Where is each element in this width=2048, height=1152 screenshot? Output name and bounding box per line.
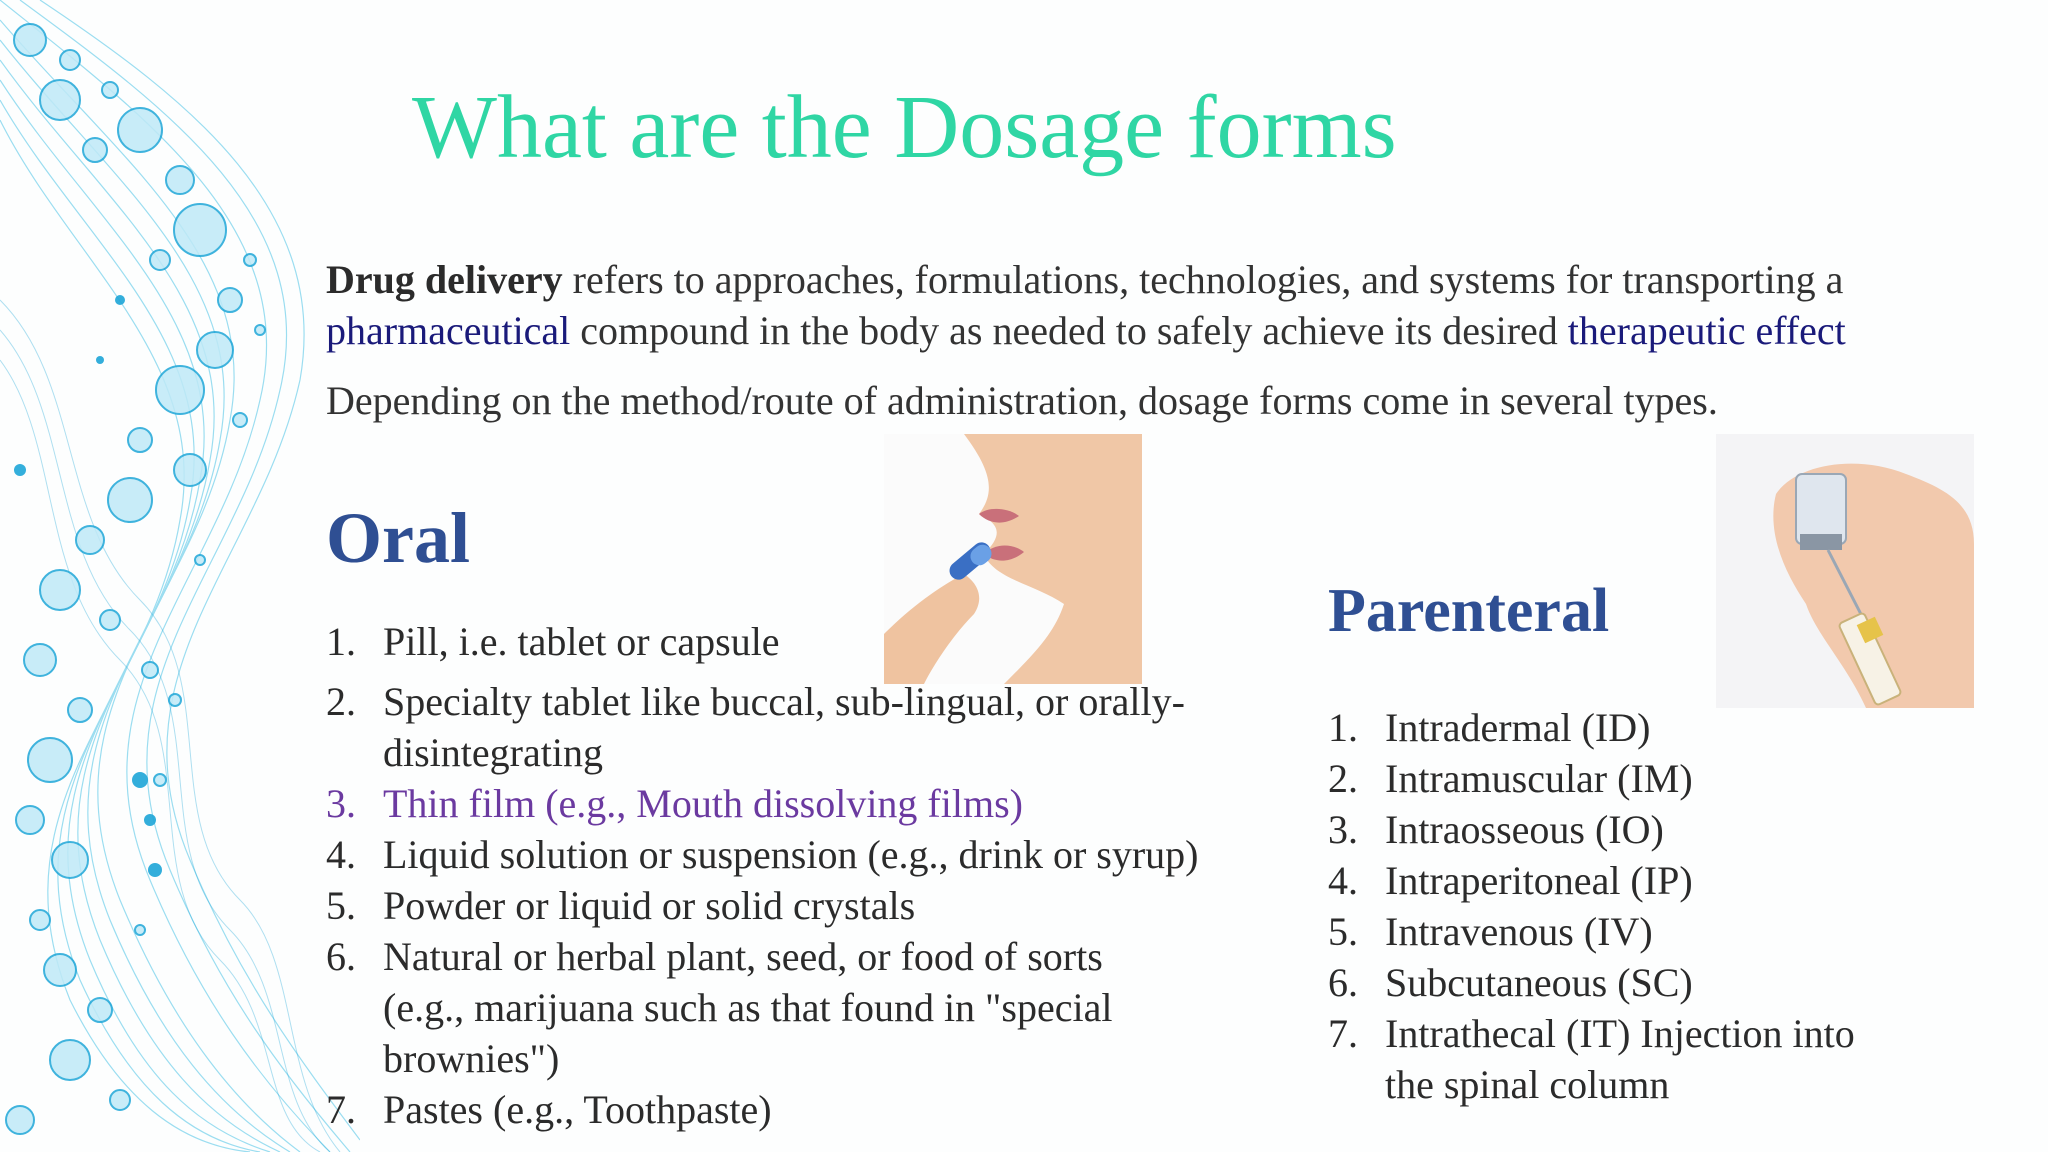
syringe-vial-image	[1716, 434, 1974, 708]
therapeutic-effect-link[interactable]: therapeutic effect	[1567, 308, 1846, 353]
intro-text-1: refers to approaches, formulations, technologies, and systems for transporting a	[562, 257, 1844, 302]
list-item: 5. Intravenous (IV)	[1328, 909, 1653, 954]
list-item: 2. Specialty tablet like buccal, sub-lingual, or orally-disintegrating	[326, 679, 1185, 775]
list-item: 3. Intraosseous (IO)	[1328, 807, 1664, 852]
intro-text	[326, 254, 2016, 426]
list-item: 2. Intramuscular (IM)	[1328, 756, 1693, 801]
list-item: 1. Pill, i.e. tablet or capsule	[326, 619, 780, 664]
parenteral-heading: Parenteral	[1328, 577, 1610, 645]
list-item: 7. Pastes (e.g., Toothpaste)	[326, 1087, 772, 1132]
list-item: 4. Liquid solution or suspension (e.g., drink or syrup)	[326, 832, 1199, 877]
list-item: 4. Intraperitoneal (IP)	[1328, 858, 1693, 903]
list-item: 6. Natural or herbal plant, seed, or food of sorts (e.g., marijuana such as that found in "special brownies")	[326, 934, 1113, 1081]
bubbles-decoration	[0, 0, 360, 1152]
oral-heading: Oral	[326, 498, 470, 578]
intro-paragraph-2: Depending on the method/route of administration, dosage forms come in several types.	[326, 378, 1718, 423]
list-item: 5. Powder or liquid or solid crystals	[326, 883, 916, 928]
list-item: 1. Intradermal (ID)	[1328, 705, 1651, 750]
bold-term: Drug delivery	[326, 257, 563, 302]
list-item: 7. Intrathecal (IT) Injection into the spinal column	[1328, 1011, 1855, 1107]
intro-paragraph	[326, 254, 2016, 356]
pharmaceutical-link[interactable]: pharmaceutical	[326, 308, 571, 353]
list-item: 6. Subcutaneous (SC)	[1328, 960, 1693, 1005]
parenteral-list	[1328, 702, 1928, 1110]
oral-list	[326, 616, 1266, 1135]
slide-title: What are the Dosage forms	[412, 78, 1397, 177]
list-item: 3. Thin film (e.g., Mouth dissolving films)	[326, 781, 1023, 826]
intro-text-2: compound in the body as needed to safely achieve its desired	[570, 308, 1568, 353]
